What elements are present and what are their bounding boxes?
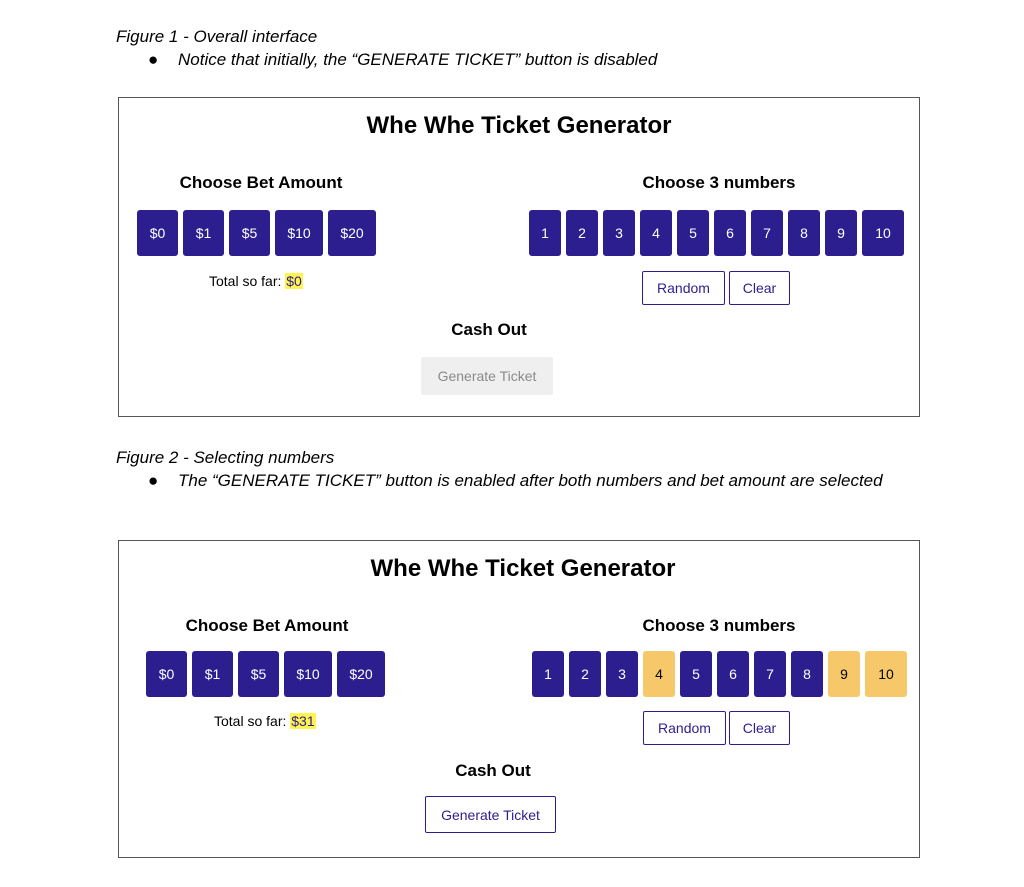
figure-1-app-frame — [118, 97, 920, 417]
clear-button[interactable]: Clear — [729, 711, 790, 745]
bullet-icon: ● — [148, 50, 159, 69]
number-button-1[interactable]: 1 — [532, 651, 564, 697]
bet-button-5[interactable]: $5 — [238, 651, 279, 697]
bet-amount-label: Choose Bet Amount — [179, 173, 343, 192]
bet-button-1[interactable]: $1 — [192, 651, 233, 697]
number-button-10[interactable]: 10 — [862, 210, 904, 256]
number-button-3[interactable]: 3 — [606, 651, 638, 697]
app-title: Whe Whe Ticket Generator — [366, 112, 672, 139]
number-button-2[interactable]: 2 — [566, 210, 598, 256]
clear-button[interactable]: Clear — [729, 271, 790, 305]
number-button-7[interactable]: 7 — [751, 210, 783, 256]
number-button-4[interactable]: 4 — [640, 210, 672, 256]
total-value: $0 — [286, 273, 302, 289]
number-button-5[interactable]: 5 — [677, 210, 709, 256]
number-buttons — [529, 210, 909, 256]
number-button-4-selected[interactable]: 4 — [643, 651, 675, 697]
number-button-2[interactable]: 2 — [569, 651, 601, 697]
bet-button-10[interactable]: $10 — [284, 651, 332, 697]
number-button-10-selected[interactable]: 10 — [865, 651, 907, 697]
total-so-far — [214, 713, 316, 729]
total-label: Total so far: — [209, 273, 282, 289]
random-button[interactable]: Random — [642, 271, 725, 305]
cash-out-label: Cash Out — [455, 761, 531, 780]
bet-buttons — [137, 210, 381, 256]
figure-1-caption: Figure 1 - Overall interface — [116, 27, 318, 46]
number-button-9-selected[interactable]: 9 — [828, 651, 860, 697]
bet-button-20[interactable]: $20 — [328, 210, 376, 256]
number-button-6[interactable]: 6 — [714, 210, 746, 256]
bet-button-1[interactable]: $1 — [183, 210, 224, 256]
bullet-icon: ● — [148, 471, 159, 490]
number-buttons — [532, 651, 912, 697]
generate-ticket-button[interactable]: Generate Ticket — [425, 796, 556, 833]
bet-buttons — [146, 651, 390, 697]
app-title: Whe Whe Ticket Generator — [370, 555, 676, 582]
numbers-label: Choose 3 numbers — [642, 173, 796, 192]
random-button[interactable]: Random — [643, 711, 726, 745]
total-value: $31 — [291, 713, 315, 729]
bet-button-0[interactable]: $0 — [146, 651, 187, 697]
figure-1-note-text: Notice that initially, the “GENERATE TICKET” button is disabled — [178, 50, 658, 69]
numbers-label: Choose 3 numbers — [642, 616, 796, 635]
number-button-1[interactable]: 1 — [529, 210, 561, 256]
bet-button-5[interactable]: $5 — [229, 210, 270, 256]
figure-2-app-frame — [118, 540, 920, 858]
cash-out-label: Cash Out — [451, 320, 527, 339]
bet-button-0[interactable]: $0 — [137, 210, 178, 256]
figure-2-note-text: The “GENERATE TICKET” button is enabled after both numbers and bet amount are selected — [178, 471, 883, 490]
number-button-3[interactable]: 3 — [603, 210, 635, 256]
bet-button-20[interactable]: $20 — [337, 651, 385, 697]
total-so-far — [209, 273, 303, 289]
figure-2-caption: Figure 2 - Selecting numbers — [116, 448, 335, 467]
number-button-7[interactable]: 7 — [754, 651, 786, 697]
number-button-8[interactable]: 8 — [791, 651, 823, 697]
total-label: Total so far: — [214, 713, 287, 729]
number-button-9[interactable]: 9 — [825, 210, 857, 256]
generate-ticket-button-disabled: Generate Ticket — [421, 357, 553, 395]
number-button-8[interactable]: 8 — [788, 210, 820, 256]
number-button-6[interactable]: 6 — [717, 651, 749, 697]
number-button-5[interactable]: 5 — [680, 651, 712, 697]
bet-amount-label: Choose Bet Amount — [185, 616, 349, 635]
bet-button-10[interactable]: $10 — [275, 210, 323, 256]
